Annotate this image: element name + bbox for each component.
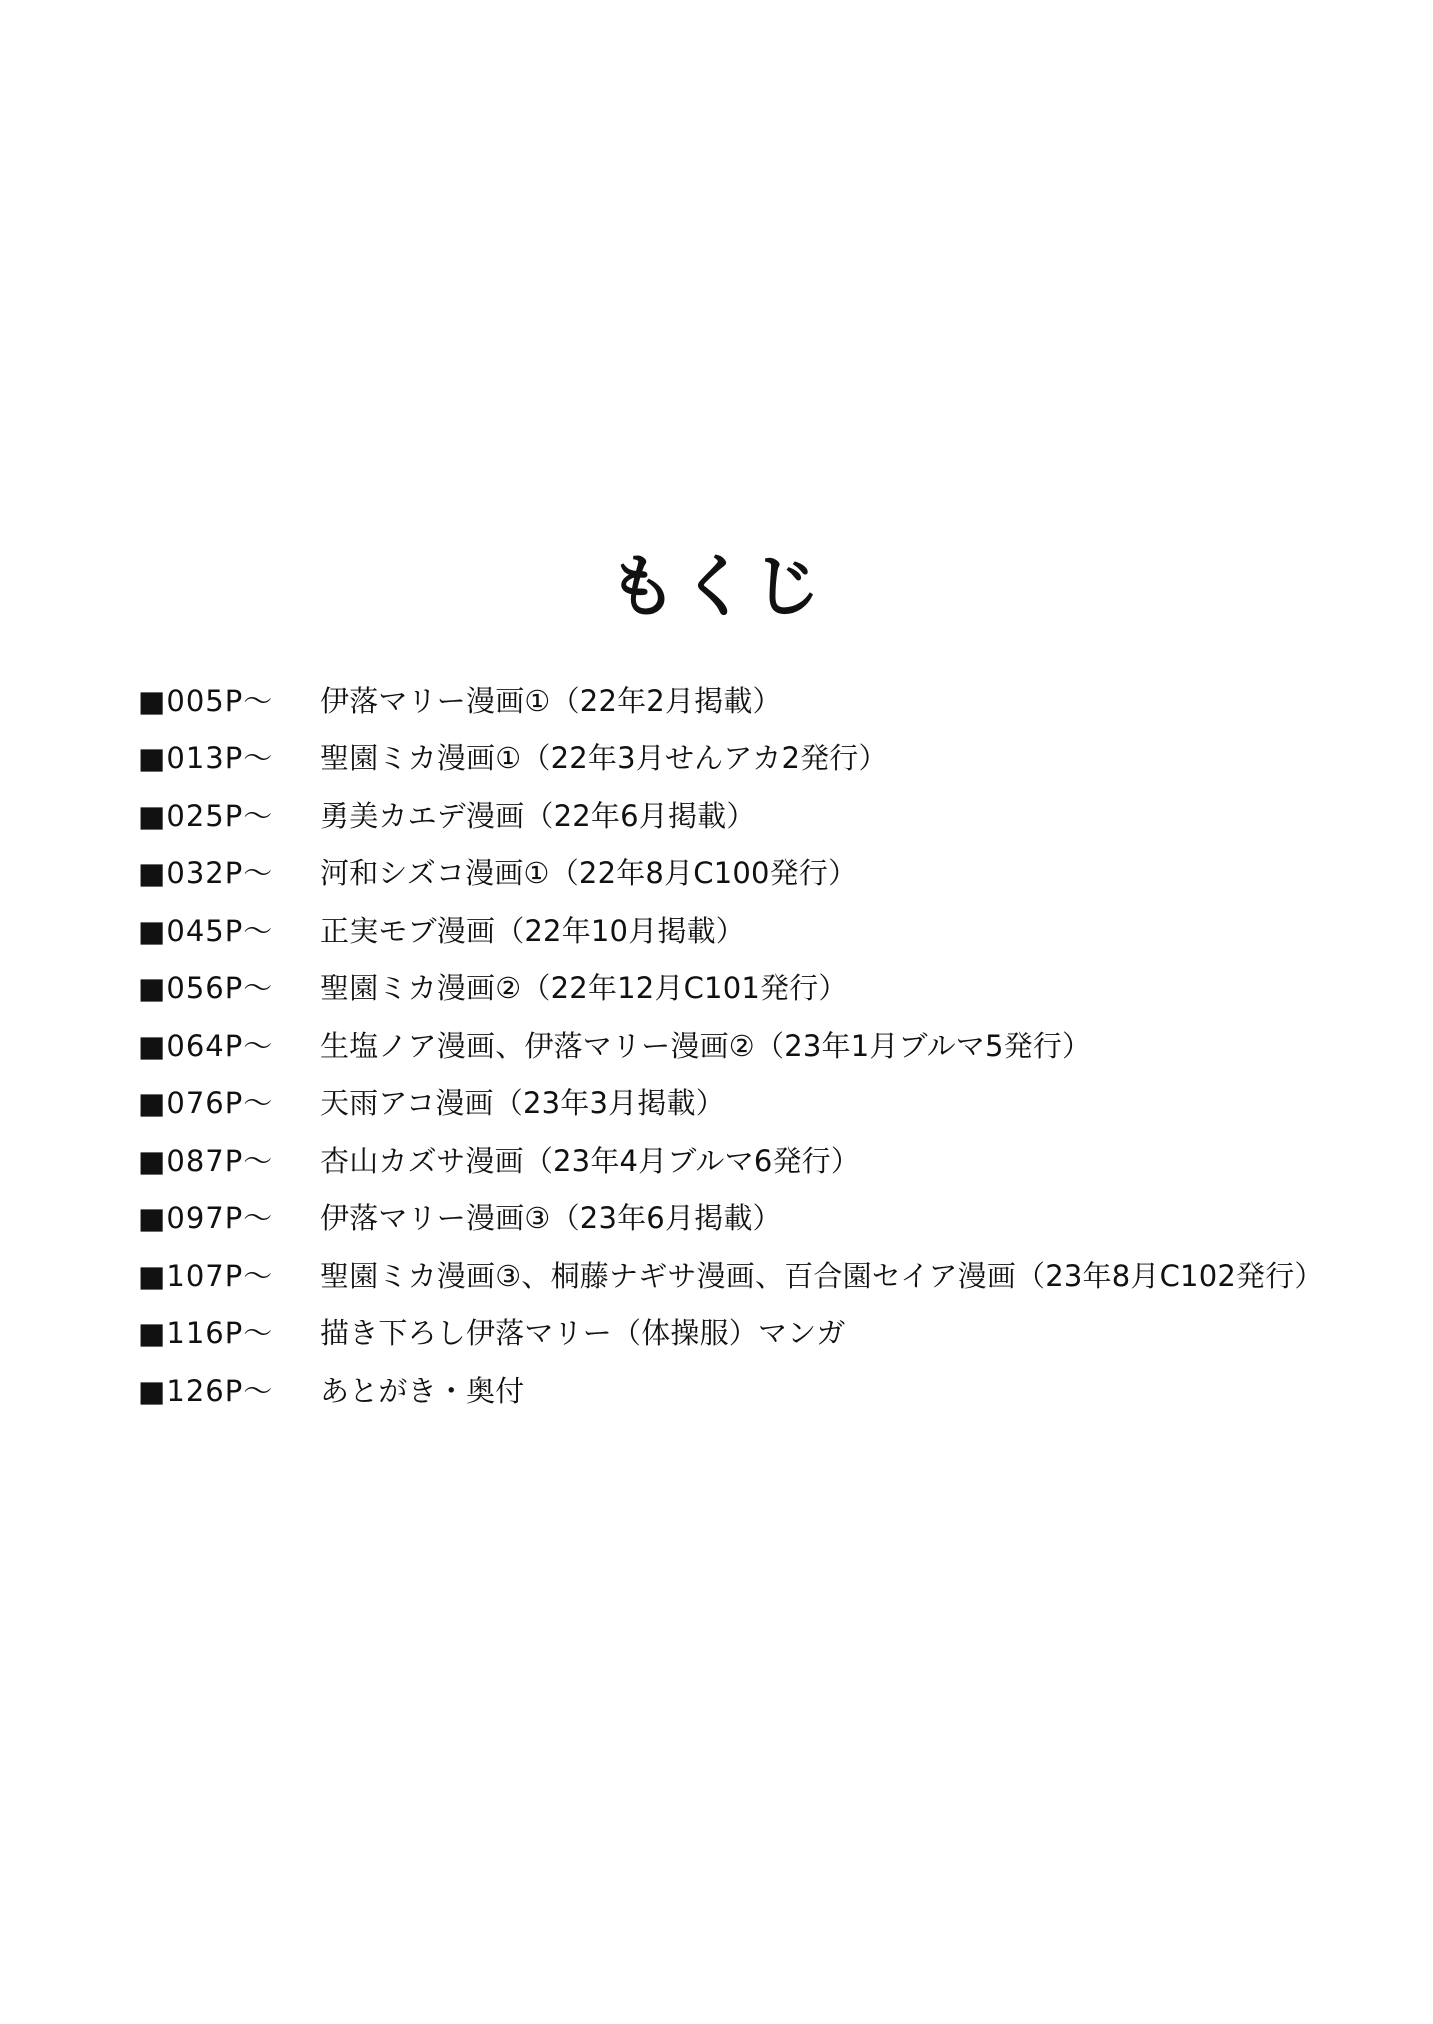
toc-page-number: ■056P～: [138, 971, 274, 1006]
toc-row: [138, 1247, 1398, 1305]
toc-title: もくじ: [608, 548, 825, 627]
toc-page-number: ■076P～: [138, 1086, 274, 1121]
toc-row: [138, 672, 1398, 730]
toc-page-number: ■116P～: [138, 1316, 274, 1351]
toc-page-number: ■013P～: [138, 741, 274, 776]
toc-row: [138, 1190, 1398, 1248]
table-of-contents: [138, 672, 1398, 1420]
toc-page-number: ■025P～: [138, 798, 274, 833]
toc-entry-title: あとがき・奥付: [320, 1373, 525, 1408]
toc-row: [138, 960, 1398, 1018]
toc-entry-title: 描き下ろし伊落マリー（体操服）マンガ: [320, 1316, 846, 1351]
toc-page-number: ■126P～: [138, 1373, 274, 1408]
toc-page-number: ■005P～: [138, 683, 274, 718]
toc-row: [138, 1305, 1398, 1363]
toc-page-number: ■045P～: [138, 913, 274, 948]
toc-row: [138, 787, 1398, 845]
toc-entry-title: 勇美カエデ漫画（22年6月掲載）: [320, 798, 756, 833]
toc-page-number: ■064P～: [138, 1028, 274, 1063]
toc-row: [138, 1132, 1398, 1190]
toc-page-number: ■032P～: [138, 856, 274, 891]
toc-entry-title: 正実モブ漫画（22年10月掲載）: [320, 913, 746, 948]
toc-entry-title: 聖園ミカ漫画③、桐藤ナギサ漫画、百合園セイア漫画（23年8月C102発行）: [320, 1258, 1324, 1293]
toc-entry-title: 伊落マリー漫画①（22年2月掲載）: [320, 683, 782, 718]
toc-entry-title: 生塩ノア漫画、伊落マリー漫画②（23年1月ブルマ5発行）: [320, 1028, 1092, 1063]
toc-row: [138, 1017, 1398, 1075]
toc-entry-title: 天雨アコ漫画（23年3月掲載）: [320, 1086, 725, 1121]
toc-page-number: ■097P～: [138, 1201, 274, 1236]
toc-page-number: ■087P～: [138, 1143, 274, 1178]
toc-entry-title: 河和シズコ漫画①（22年8月C100発行）: [320, 856, 858, 891]
toc-row: [138, 1362, 1398, 1420]
toc-page-number: ■107P～: [138, 1258, 274, 1293]
toc-row: [138, 845, 1398, 903]
toc-row: [138, 730, 1398, 788]
toc-entry-title: 聖園ミカ漫画①（22年3月せんアカ2発行）: [320, 741, 888, 776]
toc-row: [138, 902, 1398, 960]
toc-entry-title: 伊落マリー漫画③（23年6月掲載）: [320, 1201, 782, 1236]
toc-entry-title: 杏山カズサ漫画（23年4月ブルマ6発行）: [320, 1143, 861, 1178]
toc-entry-title: 聖園ミカ漫画②（22年12月C101発行）: [320, 971, 848, 1006]
toc-row: [138, 1075, 1398, 1133]
